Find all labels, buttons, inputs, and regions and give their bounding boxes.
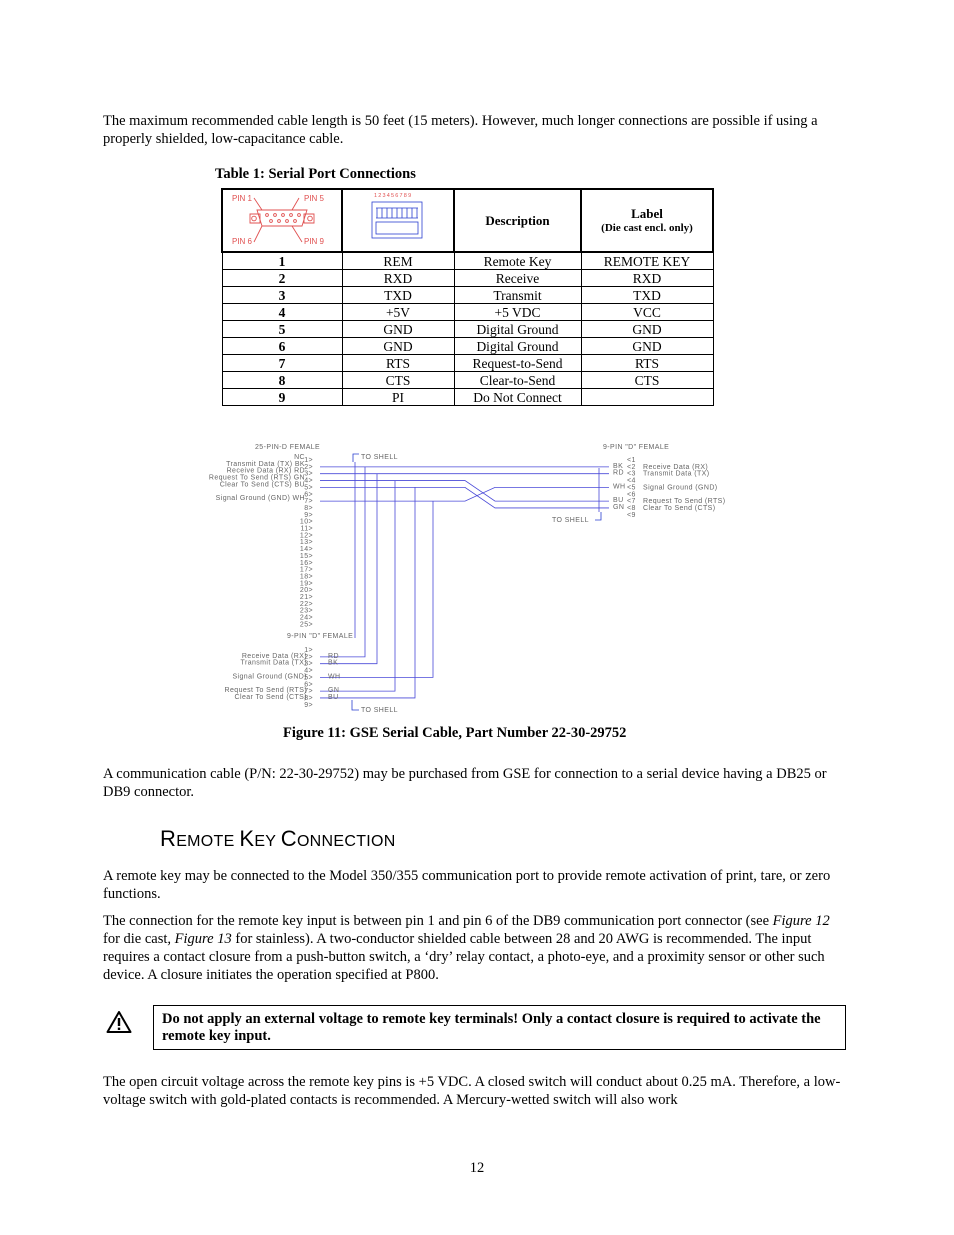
db9-bottom-signal-label: Transmit Data (TX) bbox=[240, 659, 307, 667]
db9-right-signal-label: Request To Send (RTS) bbox=[643, 498, 726, 506]
db9-right-pin-number: <2 bbox=[627, 463, 636, 471]
db25-pin-number: 8> bbox=[304, 504, 313, 512]
pin-number: 9 bbox=[222, 389, 342, 406]
heading-part: EY bbox=[254, 833, 281, 850]
db25-pin-number: 19> bbox=[299, 580, 313, 588]
pin-label-9: PIN 9 bbox=[304, 237, 325, 246]
table-row bbox=[222, 252, 713, 270]
db9-bottom-wire-color: WH bbox=[328, 673, 341, 681]
figure-13-reference: Figure 13 bbox=[174, 931, 232, 947]
db25-pin-number: 24> bbox=[299, 614, 313, 622]
description: Transmit bbox=[454, 287, 581, 304]
db25-signal-label: Receive Data (RX) RD bbox=[226, 467, 305, 475]
db9-right-signal-label: Receive Data (RX) bbox=[643, 463, 709, 471]
db9-bottom-pin-number: 3> bbox=[304, 660, 313, 668]
heading-part: EMOTE bbox=[176, 833, 240, 850]
db9-bottom-signal-label: Clear To Send (CTS) bbox=[234, 693, 307, 701]
table-caption: Table 1: Serial Port Connections bbox=[215, 166, 416, 182]
signal: RXD bbox=[342, 270, 454, 287]
label: RXD bbox=[581, 270, 713, 287]
db25-pin-number: 10> bbox=[299, 518, 313, 526]
signal: RTS bbox=[342, 355, 454, 372]
db25-pin-number: 6> bbox=[304, 491, 313, 499]
section-heading-remote-key-connection bbox=[160, 826, 396, 852]
db25-pin-number: 13> bbox=[299, 539, 313, 547]
db25-pin-number: 7> bbox=[304, 498, 313, 506]
signal: PI bbox=[342, 389, 454, 406]
db25-pin-number: 5> bbox=[304, 484, 313, 492]
db9-bottom-pin-number: 7> bbox=[304, 688, 313, 696]
header-label: Label bbox=[631, 205, 663, 221]
warning-triangle-icon bbox=[106, 1010, 132, 1034]
heading-part: ONNECTION bbox=[296, 833, 396, 850]
db9-bottom-pin-number: 5> bbox=[304, 674, 313, 682]
db9-bottom-pin-number: 4> bbox=[304, 667, 313, 675]
description: +5 VDC bbox=[454, 304, 581, 321]
pin-number: 4 bbox=[222, 304, 342, 321]
db9-bottom-pin-number: 2> bbox=[304, 653, 313, 661]
table-header-row bbox=[222, 189, 713, 252]
db9-bottom-signal-label: Request To Send (RTS) bbox=[224, 687, 307, 695]
closing-paragraph: The open circuit voltage across the remote key pins is +5 VDC. A closed switch will conduct about 0.25 mA. Therefore, a low-voltage switch with gold-plated contacts is recommended. A Mercury-wetted switch will also work bbox=[103, 1074, 841, 1108]
to-shell-label-db9-bottom: TO SHELL bbox=[361, 707, 398, 714]
db9-right-wire-color: WH bbox=[613, 483, 626, 491]
pin-number: 1 bbox=[222, 252, 342, 270]
wire-drop-to-bottom-db9 bbox=[320, 501, 433, 677]
wire-drop-to-bottom-db9 bbox=[320, 467, 365, 657]
description: Clear-to-Send bbox=[454, 372, 581, 389]
description: Do Not Connect bbox=[454, 389, 581, 406]
pin-number: 7 bbox=[222, 355, 342, 372]
terminal-numbers: 123456789 bbox=[374, 193, 413, 199]
signal: REM bbox=[342, 252, 454, 270]
signal: +5V bbox=[342, 304, 454, 321]
db25-pin-number: 11> bbox=[300, 525, 313, 533]
label: REMOTE KEY bbox=[581, 252, 713, 270]
db25-pin-number: 22> bbox=[299, 600, 313, 608]
text-run: The connection for the remote key input is between pin 1 and pin 6 of the DB9 communication port connector (see bbox=[103, 913, 773, 929]
db9-right-pin-number: <9 bbox=[627, 511, 636, 519]
db9-right-title: 9-PIN "D" FEMALE bbox=[603, 444, 670, 451]
db25-signal-label: Clear To Send (CTS) BU bbox=[219, 481, 305, 489]
db9-bottom-wire-color: GN bbox=[328, 687, 340, 695]
db9-right-pin-number: <7 bbox=[627, 498, 636, 506]
remote-paragraph-1: A remote key may be connected to the Model 350/355 communication port to provide remote activation of print, tare, or zero functions. bbox=[103, 868, 831, 902]
db9-connector-illustration-cell bbox=[222, 189, 342, 252]
page-number: 12 bbox=[469, 1160, 485, 1176]
table-row bbox=[222, 321, 713, 338]
db9-right-wire-color: RD bbox=[613, 469, 624, 477]
db25-pin-number: 20> bbox=[299, 587, 313, 595]
db25-pin-number: 21> bbox=[299, 594, 313, 601]
shell-bracket bbox=[352, 454, 601, 710]
db25-pin-number: 1> bbox=[304, 457, 313, 464]
db9-right-pin-number: <1 bbox=[627, 457, 636, 464]
db9-bottom-title: 9-PIN "D" FEMALE bbox=[287, 633, 354, 640]
wire-db25-to-db9 bbox=[320, 487, 609, 501]
heading-part: R bbox=[160, 826, 177, 851]
pin-number: 8 bbox=[222, 372, 342, 389]
db9-right-wire-color: BU bbox=[613, 497, 624, 505]
text-run: , bbox=[167, 931, 175, 947]
db9-bottom-signal-label: Signal Ground (GND) bbox=[232, 673, 307, 681]
db9-right-signal-label: Signal Ground (GND) bbox=[643, 484, 718, 492]
label: GND bbox=[581, 338, 713, 355]
description: Remote Key bbox=[454, 252, 581, 270]
db25-pin-number: 12> bbox=[299, 532, 313, 540]
header-label-cell bbox=[581, 189, 713, 252]
db9-right-pin-number: <5 bbox=[627, 484, 636, 492]
table-row bbox=[222, 287, 713, 304]
label: GND bbox=[581, 321, 713, 338]
signal: GND bbox=[342, 338, 454, 355]
pin-number: 6 bbox=[222, 338, 342, 355]
db9-bottom-wire-color: RD bbox=[328, 652, 339, 660]
db9-right-wire-color: GN bbox=[613, 503, 625, 511]
pin-number: 5 bbox=[222, 321, 342, 338]
table-row bbox=[222, 338, 713, 355]
signal: CTS bbox=[342, 372, 454, 389]
db9-right-pin-number: <3 bbox=[627, 470, 636, 478]
db9-right-wire-color: BK bbox=[613, 462, 624, 470]
label: TXD bbox=[581, 287, 713, 304]
cable-paragraph: A communication cable (P/N: 22-30-29752) may be purchased from GSE for connection to a serial device having a DB25 or DB9 connector. bbox=[103, 766, 827, 800]
db9-right-pin-number: <8 bbox=[627, 504, 636, 512]
db9-bottom-wire-color: BK bbox=[328, 659, 339, 667]
figure-caption: Figure 11: GSE Serial Cable, Part Number 22-30-29752 bbox=[283, 725, 627, 741]
db25-pin-number: 2> bbox=[304, 463, 313, 471]
db25-title: 25-PIN-D FEMALE bbox=[255, 444, 321, 451]
to-shell-label-db9-right: TO SHELL bbox=[552, 517, 589, 524]
description: Digital Ground bbox=[454, 338, 581, 355]
pin-number: 2 bbox=[222, 270, 342, 287]
description: Receive bbox=[454, 270, 581, 287]
wire-db25-to-db9 bbox=[320, 487, 609, 508]
db25-pin-number: 23> bbox=[299, 607, 313, 615]
warning-box: Do not apply an external voltage to remote key terminals! Only a contact closure is required to activate the remote key input. bbox=[153, 1005, 846, 1050]
header-description: Description bbox=[454, 189, 581, 252]
label bbox=[581, 389, 713, 406]
intro-paragraph: The maximum recommended cable length is 50 feet (15 meters). However, much longer connections are possible if using a properly shielded, low-capacitance cable. bbox=[103, 113, 818, 147]
pin-label-5: PIN 5 bbox=[304, 194, 325, 203]
pin-label-6: PIN 6 bbox=[232, 237, 253, 246]
db25-pin-number: 15> bbox=[299, 552, 313, 560]
table-row bbox=[222, 355, 713, 372]
pin-label-1: PIN 1 bbox=[232, 194, 253, 203]
heading-part: C bbox=[280, 826, 297, 851]
header-label-note: (Die cast encl. only) bbox=[601, 221, 693, 234]
db25-signal-label: Request To Send (RTS) GN bbox=[208, 474, 305, 482]
db9-bottom-pin-number: 9> bbox=[304, 701, 313, 709]
db9-right-signal-label: Clear To Send (CTS) bbox=[643, 504, 716, 512]
remote-paragraph-2 bbox=[103, 912, 848, 984]
db25-pin-number: 3> bbox=[304, 470, 313, 478]
db9-connector-icon bbox=[224, 190, 340, 248]
terminal-block-icon bbox=[368, 190, 428, 248]
description: Digital Ground bbox=[454, 321, 581, 338]
label: RTS bbox=[581, 355, 713, 372]
db9-bottom-pin-number: 6> bbox=[304, 681, 313, 689]
db25-pin-number: 9> bbox=[304, 511, 313, 519]
db9-right-pin-number: <6 bbox=[627, 491, 636, 499]
cable-wiring-diagram bbox=[195, 438, 755, 718]
table-row bbox=[222, 304, 713, 321]
label: VCC bbox=[581, 304, 713, 321]
table-row bbox=[222, 372, 713, 389]
db9-bottom-pin-number: 1> bbox=[304, 647, 313, 654]
db25-signal-label: Transmit Data (TX) BK bbox=[226, 460, 305, 468]
wire-db25-to-db9 bbox=[320, 481, 609, 502]
db9-bottom-wire-color: BU bbox=[328, 693, 339, 701]
db25-signal-label: Signal Ground (GND) WH bbox=[215, 495, 305, 503]
description: Request-to-Send bbox=[454, 355, 581, 372]
db25-pin-number: 16> bbox=[299, 559, 313, 567]
db9-right-pin-number: <4 bbox=[627, 477, 636, 485]
db25-pin-number: 25> bbox=[299, 621, 313, 629]
figure-12-reference: Figure 12 bbox=[772, 913, 830, 929]
signal: TXD bbox=[342, 287, 454, 304]
db25-signal-label: NC bbox=[294, 454, 305, 461]
label: CTS bbox=[581, 372, 713, 389]
db9-bottom-signal-label: Receive Data (RX) bbox=[241, 652, 307, 660]
signal: GND bbox=[342, 321, 454, 338]
table-row bbox=[222, 389, 713, 406]
terminal-block-illustration-cell bbox=[342, 189, 454, 252]
text-run: for die cast bbox=[103, 931, 168, 947]
heading-part: K bbox=[239, 826, 255, 851]
db25-pin-number: 18> bbox=[299, 573, 313, 581]
table-row bbox=[222, 270, 713, 287]
pin-number: 3 bbox=[222, 287, 342, 304]
db25-pin-number: 14> bbox=[299, 546, 313, 554]
db9-right-signal-label: Transmit Data (TX) bbox=[643, 470, 710, 478]
db25-pin-number: 17> bbox=[299, 566, 313, 574]
db9-bottom-pin-number: 8> bbox=[304, 694, 313, 702]
db25-pin-number: 4> bbox=[304, 477, 313, 485]
text-run: for stainless). A two-conductor shielded cable between 28 and 20 AWG is recommended. The input requires a contact closure from a push-button switch, a ‘dry’ relay contact, a photo-eye, and a proximity sensor or other such device. A closure initiates the operation specified at P800. bbox=[103, 931, 825, 983]
serial-port-table bbox=[221, 188, 714, 406]
to-shell-label-db25: TO SHELL bbox=[361, 454, 398, 461]
